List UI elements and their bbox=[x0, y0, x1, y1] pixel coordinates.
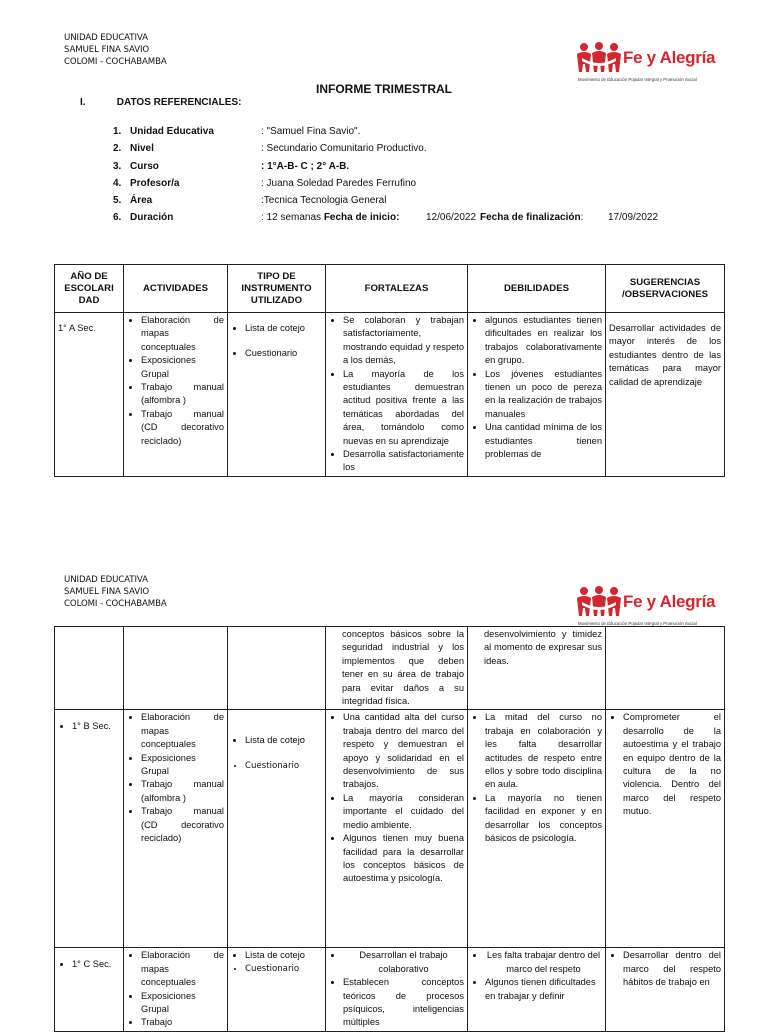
strength-item: • Desarrollan el trabajo colaborativo bbox=[343, 949, 464, 976]
activity-item: • Elaboración de mapas conceptuales bbox=[141, 314, 224, 354]
year-cell bbox=[55, 627, 124, 710]
instrument-item: • Lista de cotejo bbox=[245, 322, 322, 335]
info-number: 5. bbox=[113, 195, 122, 207]
school-header bbox=[64, 32, 167, 68]
logo-tagline: Movimiento de Educación Popular Integral y Promoción Social bbox=[578, 77, 697, 82]
end-date-label: Fecha de finalización: bbox=[480, 212, 584, 224]
activity-item: • Trabajo manual (CD decorativo reciclado) bbox=[141, 805, 224, 845]
info-label: Nivel bbox=[130, 143, 154, 155]
end-date: 17/09/2022 bbox=[608, 212, 659, 224]
table-row bbox=[55, 313, 725, 477]
activity-item: • Trabajo manual (alfombra ) bbox=[141, 381, 224, 408]
children-logo-icon bbox=[576, 42, 622, 76]
header-activities: ACTIVIDADES bbox=[124, 265, 228, 313]
suggestion-item: • Comprometer el desarrollo de la autoestima y el trabajo en equipo dentro de la cultura de la no violencia. Dentro del marco del respeto mutuo. bbox=[623, 711, 721, 818]
instrument-cell bbox=[228, 627, 326, 710]
info-label: Duración bbox=[130, 212, 174, 224]
activity-item: • Exposiciones Grupal bbox=[141, 752, 224, 779]
section-label: DATOS REFERENCIALES: bbox=[116, 97, 242, 108]
school-location: COLOMI - COCHABAMBA bbox=[64, 599, 167, 609]
school-name-line: UNIDAD EDUCATIVA bbox=[64, 575, 148, 585]
info-value: : 1°A-B- C ; 2° A-B. bbox=[261, 160, 350, 172]
suggestions-cell bbox=[606, 710, 725, 948]
strength-item: • Establecen conceptos teóricos de procesos psíquicos, inteligencias múltiples bbox=[343, 976, 464, 1030]
info-label: Curso bbox=[130, 160, 159, 172]
children-logo-icon bbox=[576, 586, 622, 620]
suggestions-cell bbox=[606, 627, 725, 710]
table-header-row bbox=[55, 265, 725, 313]
section-number: I. bbox=[80, 97, 86, 108]
section-heading bbox=[80, 97, 241, 108]
instrument-cell bbox=[228, 313, 326, 477]
activity-item: • Elaboración de mapas conceptuales bbox=[141, 949, 224, 989]
report-table-continued bbox=[54, 626, 725, 1032]
header-weaknesses: DEBILIDADES bbox=[468, 265, 606, 313]
strengths-cell bbox=[326, 948, 468, 1031]
header-year: AÑO DE ESCOLARI DAD bbox=[55, 265, 124, 313]
strengths-cell: conceptos básicos sobre la seguridad industrial y los implementos que deben tener en su área de trabajo para evitar daños a su integridad física. bbox=[326, 627, 468, 710]
activities-cell bbox=[124, 948, 228, 1031]
info-number: 3. bbox=[113, 160, 122, 172]
school-name-line: SAMUEL FINA SAVIO bbox=[64, 45, 150, 55]
strength-item: • Algunos tienen muy buena facilidad para la desarrollar los conceptos básicos de autoestima y psicología. bbox=[343, 832, 464, 886]
activities-cell bbox=[124, 313, 228, 477]
school-name-line: SAMUEL FINA SAVIO bbox=[64, 587, 150, 597]
weakness-item: • Algunos tienen dificultades en trabajar y definir bbox=[485, 976, 602, 1003]
info-label: Unidad Educativa bbox=[130, 126, 214, 137]
weakness-item: • algunos estudiantes tienen dificultades en realizar los trabajos colaborativamente en grupo. bbox=[485, 314, 602, 368]
info-value: : "Samuel Fina Savio". bbox=[261, 126, 361, 137]
activity-item: • Exposiciones Grupal bbox=[141, 990, 224, 1017]
weaknesses-cell bbox=[468, 313, 606, 477]
instrument-item: • Lista de cotejo bbox=[245, 949, 322, 962]
weaknesses-cell bbox=[468, 948, 606, 1031]
activity-item: • Elaboración de mapas conceptuales bbox=[141, 711, 224, 751]
header-suggestions: SUGERENCIAS /OBSERVACIONES bbox=[606, 265, 725, 313]
suggestions-cell: Desarrollar actividades de mayor interés de los estudiantes dentro de las temáticas para mayor calidad de aprendizaje bbox=[606, 313, 725, 477]
school-name-line: UNIDAD EDUCATIVA bbox=[64, 33, 148, 43]
info-number: 2. bbox=[113, 143, 122, 155]
strength-item: • La mayoría consideran importante el cuidado del medio ambiente. bbox=[343, 792, 464, 832]
duration-value: : 12 semanas Fecha de inicio: bbox=[261, 212, 400, 224]
instrument-item: • Lista de cotejo bbox=[245, 734, 322, 747]
strength-item: • Se colaboran y trabajan satisfactoriamente, mostrando equidad y respeto a los demás, bbox=[343, 314, 464, 368]
weaknesses-cell: desenvolvimiento y timidez al momento de expresar sus ideas. bbox=[468, 627, 606, 710]
instrument-item: • Cuestionario bbox=[245, 963, 322, 976]
school-header bbox=[64, 574, 167, 610]
document-title: INFORME TRIMESTRAL bbox=[316, 82, 452, 96]
activities-cell bbox=[124, 710, 228, 948]
activity-item: • Trabajo manual (CD decorativo reciclado) bbox=[141, 408, 224, 448]
logo-brand-text: Fe y Alegría bbox=[623, 48, 716, 67]
suggestion-item: • Desarrollar dentro del marco del respeto hábitos de trabajo en bbox=[623, 949, 721, 989]
weakness-item: • Una cantidad mínima de los estudiantes tienen problemas de bbox=[485, 421, 602, 461]
instrument-cell bbox=[228, 948, 326, 1031]
start-date-label: Fecha de inicio bbox=[323, 212, 397, 224]
activity-item: • Trabajo bbox=[141, 1016, 224, 1029]
strength-item: • Desarrolla satisfactoriamente los bbox=[343, 448, 464, 475]
header-instrument: TIPO DE INSTRUMENTO UTILIZADO bbox=[228, 265, 326, 313]
instrument-item: • Cuestionario bbox=[245, 347, 322, 360]
info-label: Profesor/a bbox=[130, 177, 180, 189]
weakness-item: • La mitad del curso no trabaja en colaboración y les falta desarrollar actitudes de respeto entre ellos y sobre todo disciplina en aula. bbox=[485, 711, 602, 791]
logo-tagline: Movimiento de Educación Popular Integral y Promoción Social bbox=[578, 621, 697, 626]
activities-cell bbox=[124, 627, 228, 710]
instrument-cell bbox=[228, 710, 326, 948]
instrument-item: • Cuestionario bbox=[245, 760, 322, 773]
weaknesses-cell bbox=[468, 710, 606, 948]
start-date: 12/06/2022 bbox=[426, 212, 477, 224]
strengths-cell bbox=[326, 313, 468, 477]
info-value: : Juana Soledad Paredes Ferrufino bbox=[261, 177, 417, 189]
info-number: 6. bbox=[113, 212, 122, 224]
year-cell bbox=[55, 710, 124, 948]
strength-item: • La mayoría de los estudiantes demuestran actitud positiva frente a las temáticas abordadas del área, tomándolo como nuevas en su aprendizaje bbox=[343, 368, 464, 448]
strength-item: • Una cantidad alta del curso trabaja dentro del marco del respeto y demuestran el apoyo y solidaridad en el desenvolvimiento de sus trabajos. bbox=[343, 711, 464, 791]
weakness-item: • La mayoría no tienen facilidad en exponer y en desarrollar los conceptos básicos de psicología. bbox=[485, 792, 602, 846]
weakness-item: • Los jóvenes estudiantes tienen un poco de pereza en la realización de trabajos manuales bbox=[485, 368, 602, 422]
header-strengths: FORTALEZAS bbox=[326, 265, 468, 313]
year-cell: 1° A Sec. bbox=[55, 313, 124, 477]
logo-brand-text: Fe y Alegría bbox=[623, 592, 716, 611]
table-row bbox=[55, 948, 725, 1031]
suggestions-cell bbox=[606, 948, 725, 1031]
info-value: :Tecnica Tecnologia General bbox=[261, 195, 387, 207]
table-row bbox=[55, 627, 725, 710]
activity-item: • Exposiciones Grupal bbox=[141, 354, 224, 381]
report-table bbox=[54, 264, 725, 477]
info-number: 4. bbox=[113, 177, 122, 189]
strengths-cell bbox=[326, 710, 468, 948]
table-row bbox=[55, 710, 725, 948]
info-value: : Secundario Comunitario Productivo. bbox=[261, 143, 427, 155]
activity-item: • Trabajo manual (alfombra ) bbox=[141, 778, 224, 805]
year-item: • 1° C Sec. bbox=[72, 958, 120, 971]
weakness-item: • Les falta trabajar dentro del marco del respeto bbox=[485, 949, 602, 976]
info-number: 1. bbox=[113, 126, 122, 137]
year-cell bbox=[55, 948, 124, 1031]
school-location: COLOMI - COCHABAMBA bbox=[64, 57, 167, 67]
year-item: • 1° B Sec. bbox=[72, 720, 120, 733]
info-label: Área bbox=[130, 195, 153, 207]
